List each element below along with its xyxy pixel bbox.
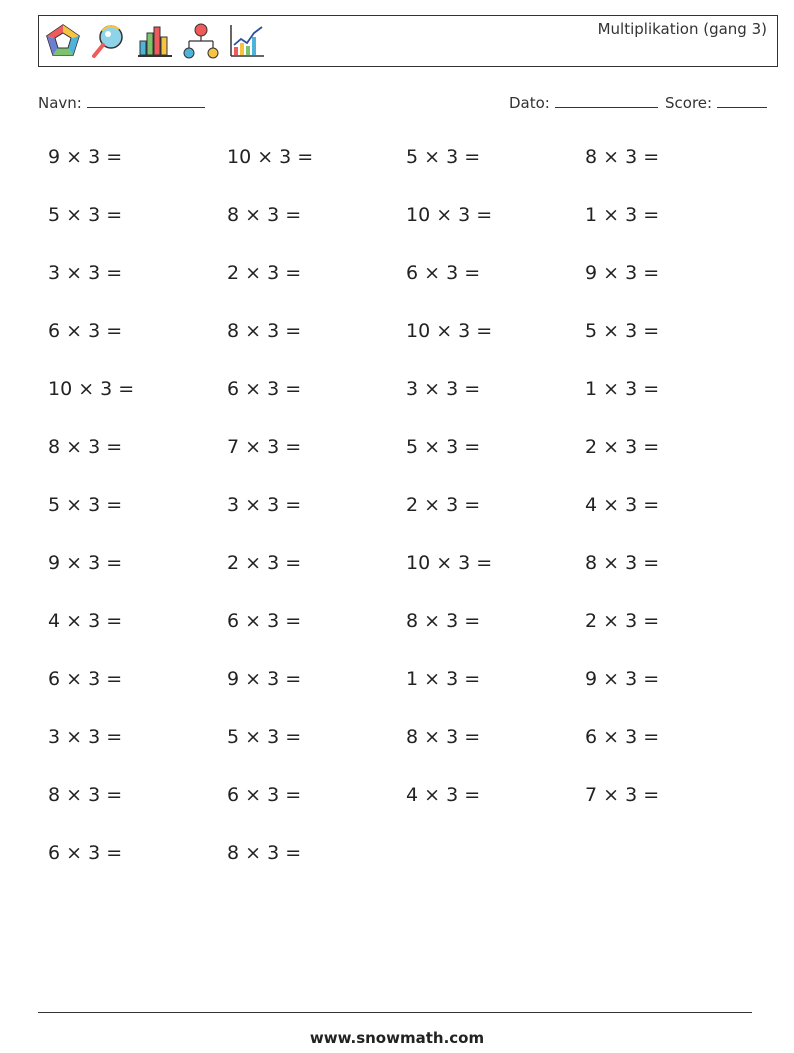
problem-item: 2 × 3 =	[406, 494, 481, 516]
problem-item: 2 × 3 =	[585, 436, 660, 458]
problem-item: 8 × 3 =	[585, 146, 660, 168]
problem-item: 8 × 3 =	[585, 552, 660, 574]
score-line[interactable]	[717, 93, 767, 108]
problem-item: 6 × 3 =	[406, 262, 481, 284]
pentagon-icon	[43, 21, 83, 61]
problem-item: 5 × 3 =	[406, 436, 481, 458]
problem-item: 2 × 3 =	[227, 552, 302, 574]
problem-item: 9 × 3 =	[585, 668, 660, 690]
date-field[interactable]	[509, 93, 658, 112]
problem-item: 10 × 3 =	[48, 378, 135, 400]
problem-item: 6 × 3 =	[48, 842, 123, 864]
problem-item: 1 × 3 =	[585, 378, 660, 400]
problem-item: 8 × 3 =	[48, 436, 123, 458]
name-label: Navn:	[38, 94, 82, 112]
footer-divider	[38, 1012, 752, 1013]
tree-diagram-icon	[181, 21, 221, 61]
magnifier-icon	[89, 21, 129, 61]
bar-chart-icon	[135, 21, 175, 61]
problem-item: 6 × 3 =	[48, 668, 123, 690]
date-line[interactable]	[555, 93, 658, 108]
problem-item: 5 × 3 =	[48, 494, 123, 516]
name-line[interactable]	[87, 93, 205, 108]
name-field[interactable]	[38, 93, 205, 112]
problem-item: 5 × 3 =	[227, 726, 302, 748]
problem-item: 6 × 3 =	[585, 726, 660, 748]
score-label: Score:	[665, 94, 713, 112]
problem-item: 6 × 3 =	[48, 320, 123, 342]
problem-item: 5 × 3 =	[406, 146, 481, 168]
date-label: Dato:	[509, 94, 550, 112]
problem-item: 10 × 3 =	[406, 320, 493, 342]
problem-item: 8 × 3 =	[227, 842, 302, 864]
problem-item: 5 × 3 =	[48, 204, 123, 226]
problem-item: 3 × 3 =	[48, 726, 123, 748]
problem-item: 3 × 3 =	[48, 262, 123, 284]
problem-item: 8 × 3 =	[227, 204, 302, 226]
problem-item: 6 × 3 =	[227, 610, 302, 632]
problem-item: 1 × 3 =	[406, 668, 481, 690]
score-field[interactable]	[665, 93, 767, 112]
problem-item: 9 × 3 =	[48, 552, 123, 574]
problem-item: 4 × 3 =	[48, 610, 123, 632]
line-chart-icon	[227, 21, 267, 61]
problem-item: 10 × 3 =	[406, 552, 493, 574]
footer-url: www.snowmath.com	[309, 1029, 485, 1047]
problem-item: 8 × 3 =	[48, 784, 123, 806]
header-icons	[43, 21, 267, 61]
problem-item: 8 × 3 =	[406, 726, 481, 748]
problem-item: 10 × 3 =	[227, 146, 314, 168]
problem-item: 4 × 3 =	[585, 494, 660, 516]
problem-item: 10 × 3 =	[406, 204, 493, 226]
problem-item: 9 × 3 =	[227, 668, 302, 690]
problem-item: 9 × 3 =	[48, 146, 123, 168]
problem-item: 3 × 3 =	[406, 378, 481, 400]
problem-item: 6 × 3 =	[227, 378, 302, 400]
problem-item: 8 × 3 =	[227, 320, 302, 342]
worksheet-header	[38, 15, 778, 67]
problem-item: 7 × 3 =	[585, 784, 660, 806]
problem-item: 4 × 3 =	[406, 784, 481, 806]
problem-item: 2 × 3 =	[227, 262, 302, 284]
problem-item: 3 × 3 =	[227, 494, 302, 516]
problem-item: 5 × 3 =	[585, 320, 660, 342]
worksheet-title: Multiplikation (gang 3)	[597, 20, 767, 38]
problem-item: 6 × 3 =	[227, 784, 302, 806]
problem-item: 9 × 3 =	[585, 262, 660, 284]
problem-item: 8 × 3 =	[406, 610, 481, 632]
problem-item: 1 × 3 =	[585, 204, 660, 226]
problem-item: 2 × 3 =	[585, 610, 660, 632]
problem-item: 7 × 3 =	[227, 436, 302, 458]
